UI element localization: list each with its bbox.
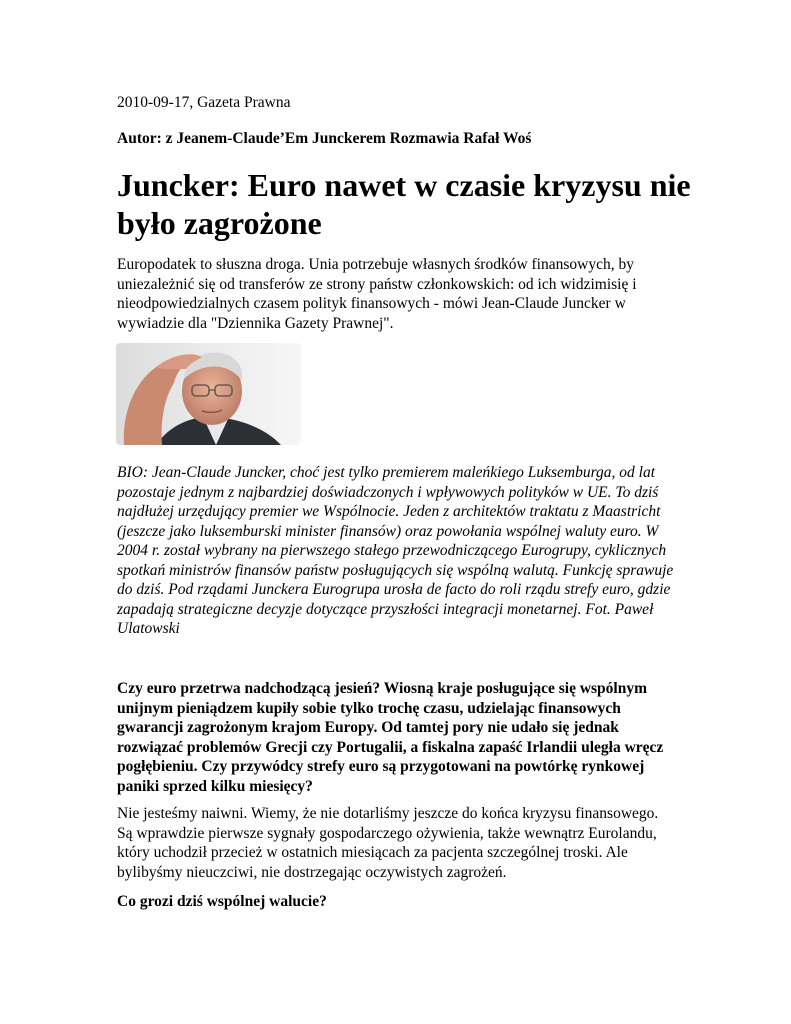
bio-line: zapadają strategiczne decyzje dotyczące przyszłości integracji monetarnej. Fot. Paweł bbox=[117, 600, 654, 618]
bio-line: Ulatowski bbox=[117, 620, 180, 637]
question-line: unijnym pieniądzem kupiły sobie tylko trochę czasu, udzielając finansowych bbox=[117, 699, 621, 717]
bio-line: pozostaje jednym z najbardziej doświadczonych i wpływowych polityków w UE. To dziś bbox=[117, 483, 659, 501]
bio-caption bbox=[117, 463, 673, 639]
answer-line: Nie jesteśmy naiwni. Wiemy, że nie dotarliśmy jeszcze do końca kryzysu finansowego. bbox=[117, 805, 659, 822]
question-line: pogłębieniu. Czy przywódcy strefy euro są przygotowani na powtórkę rynkowej bbox=[117, 758, 645, 775]
interview-question: Co grozi dziś wspólnej walucie? bbox=[117, 893, 327, 910]
article-lead bbox=[117, 255, 637, 333]
bio-line: (jeszcze jako luksemburski minister finansów) oraz powołania wspólnej waluty euro. W bbox=[117, 522, 659, 540]
question-line: Czy euro przetrwa nadchodzącą jesień? Wiosną kraje posługujące się wspólnym bbox=[117, 680, 648, 697]
bio-line: spotkań ministrów finansów państw posługujących się wspólną walutą. Funkcję sprawuje bbox=[117, 561, 674, 579]
interview-answer bbox=[117, 804, 658, 882]
lead-line: uniezależnić się od transferów ze strony państw członkowskich: od ich widzimisię i bbox=[117, 275, 637, 293]
lead-line: nieodpowiedzialnych czasem polityk finansowych - mówi Jean-Claude Juncker w bbox=[117, 295, 626, 312]
article-author: Autor: z Jeanem-Claude’Em Junckerem Rozmawia Rafał Woś bbox=[117, 130, 532, 147]
answer-line: który uchodził przecież w ostatnich miesiącach za pacjenta szczególnej troski. Ale bbox=[117, 844, 628, 861]
article-date-source: 2010-09-17, Gazeta Prawna bbox=[117, 94, 291, 111]
answer-line: Są wprawdzie pierwsze sygnały gospodarczego ożywienia, także wewnątrz Eurolandu, bbox=[117, 824, 657, 842]
question-line: gwarancji zagrożonym krajom Europy. Od tamtej pory nie udało się jednak bbox=[117, 719, 619, 736]
question-line: paniki sprzed kilku miesięcy? bbox=[117, 777, 313, 795]
lead-line: wywiadzie dla "Dziennika Gazety Prawnej". bbox=[117, 314, 394, 332]
bio-line: do dziś. Pod rządami Junckera Eurogrupa urosła de facto do roli rządu strefy euro, gdzie bbox=[117, 581, 671, 598]
interview-question bbox=[117, 679, 663, 796]
bio-line: najdłużej urzędujący premier we Wspólnocie. Jeden z architektów traktatu z Maastricht bbox=[117, 503, 661, 520]
question-line: rozwiązać problemów Grecji czy Portugalii, a fiskalna zapaść Irlandii uległa wręcz bbox=[117, 738, 664, 756]
portrait-photo bbox=[116, 343, 301, 445]
lead-line: Europodatek to słuszna droga. Unia potrzebuje własnych środków finansowych, by bbox=[117, 256, 634, 273]
article-title bbox=[117, 166, 717, 242]
title-line: było zagrożone bbox=[117, 205, 322, 241]
answer-line: bylibyśmy nieuczciwi, nie dostrzegając oczywistych zagrożeń. bbox=[117, 863, 507, 881]
bio-line: 2004 r. został wybrany na pierwszego stałego przewodniczącego Eurogrupy, cyklicznych bbox=[117, 542, 667, 559]
title-line: Juncker: Euro nawet w czasie kryzysu nie bbox=[117, 167, 691, 203]
bio-line: BIO: Jean-Claude Juncker, choć jest tylko premierem maleńkiego Luksemburga, od lat bbox=[117, 464, 656, 481]
